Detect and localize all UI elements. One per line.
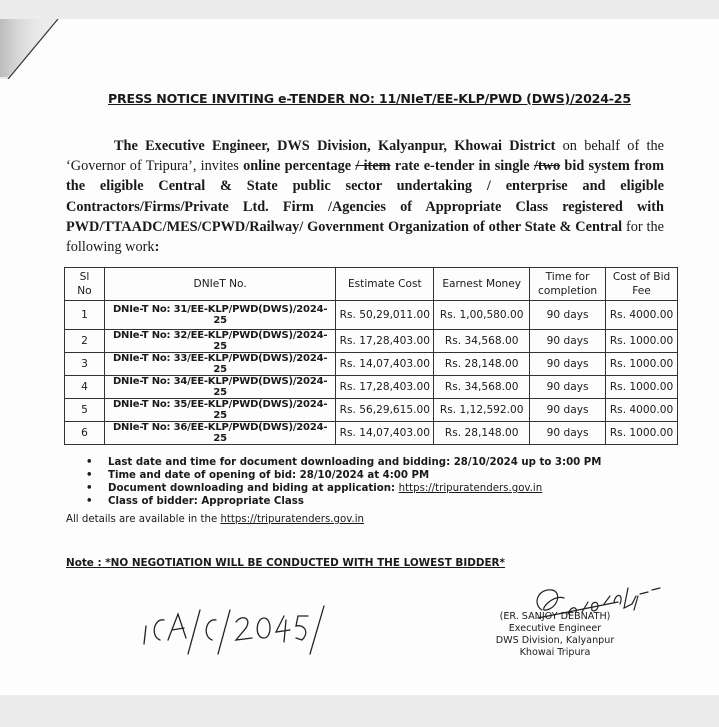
cell-dniet: DNIe-T No: 32/EE-KLP/PWD(DWS)/2024-25 — [104, 330, 335, 353]
table-row — [65, 353, 678, 376]
cell-fee: Rs. 4000.00 — [606, 301, 678, 330]
header-cost-of-bid-fee: Cost of Bid Fee — [606, 268, 678, 301]
bullet-icon: • — [86, 496, 93, 507]
intro-struck-item: / item — [355, 158, 391, 175]
list-item-last-date: • Last date and time for document downloading and bidding: 28/10/2024 up to 3:00 PM — [86, 457, 602, 468]
header-time-for-completion: Time for completion — [530, 268, 606, 301]
note-line: Note : *NO NEGOTIATION WILL BE CONDUCTED WITH THE LOWEST BIDDER* — [66, 557, 505, 569]
details-portal-link[interactable]: https://tripuratenders.gov.in — [220, 514, 365, 525]
cell-earnest: Rs. 34,568.00 — [434, 330, 530, 353]
details-line: All details are available in the https://tripuratenders.gov.in — [66, 514, 365, 525]
cell-time: 90 days — [530, 399, 606, 422]
signatory-name: (ER. SANJOY DEBNATH) — [499, 611, 611, 622]
cell-estimate: Rs. 14,07,403.00 — [336, 422, 434, 445]
table-row — [65, 422, 678, 445]
bullet-icon: • — [86, 457, 93, 468]
tender-schedule-list — [86, 456, 601, 508]
cell-earnest: Rs. 1,00,580.00 — [434, 301, 530, 330]
cell-sl: 4 — [65, 376, 105, 399]
cell-dniet: DNIe-T No: 35/EE-KLP/PWD(DWS)/2024-25 — [104, 399, 335, 422]
notice-title: PRESS NOTICE INVITING e-TENDER NO: 11/NIeT/EE-KLP/PWD (DWS)/2024-25 — [108, 91, 631, 106]
intro-struck-two: /two — [533, 158, 561, 175]
cell-earnest: Rs. 28,148.00 — [434, 422, 530, 445]
cell-estimate: Rs. 14,07,403.00 — [336, 353, 434, 376]
cell-estimate: Rs. 17,28,403.00 — [336, 330, 434, 353]
tender-table — [64, 267, 678, 445]
cell-estimate: Rs. 50,29,011.00 — [336, 301, 434, 330]
cell-estimate: Rs. 56,29,615.00 — [336, 399, 434, 422]
bullet-icon: • — [86, 483, 93, 494]
list-item-opening-date: • Time and date of opening of bid: 28/10/2024 at 4:00 PM — [86, 470, 430, 481]
cell-time: 90 days — [530, 301, 606, 330]
cell-estimate: Rs. 17,28,403.00 — [336, 376, 434, 399]
handwritten-reference-number — [138, 596, 338, 656]
intro-text: on behalf of the ‘Governor of Tripura’, invites — [66, 138, 664, 175]
folded-corner-shadow — [0, 19, 60, 79]
cell-time: 90 days — [530, 353, 606, 376]
header-earnest-money: Earnest Money — [434, 268, 530, 301]
list-item-class-of-bidder: • Class of bidder: Appropriate Class — [86, 496, 304, 507]
cell-fee: Rs. 1000.00 — [606, 376, 678, 399]
bullet-icon: • — [86, 470, 93, 481]
signatory-designation: Executive Engineer — [508, 623, 602, 634]
header-dniet-no: DNIeT No. — [104, 268, 335, 301]
table-row — [65, 399, 678, 422]
document-page — [0, 19, 719, 695]
cell-sl: 6 — [65, 422, 105, 445]
table-row — [65, 376, 678, 399]
intro-issuer: The Executive Engineer, DWS Division, Kalyanpur, Khowai District — [114, 138, 556, 154]
cell-dniet: DNIe-T No: 33/EE-KLP/PWD(DWS)/2024-25 — [104, 353, 335, 376]
intro-rate-text: rate e-tender in single — [390, 158, 534, 175]
cell-time: 90 days — [530, 422, 606, 445]
cell-dniet: DNIe-T No: 31/EE-KLP/PWD(DWS)/2024-25 — [104, 301, 335, 330]
signatory-office: DWS Division, Kalyanpur — [495, 635, 615, 646]
table-header-row — [65, 268, 678, 301]
header-estimate-cost: Estimate Cost — [336, 268, 434, 301]
table-row — [65, 330, 678, 353]
cell-fee: Rs. 1000.00 — [606, 422, 678, 445]
signatory-location: Khowai Tripura — [519, 647, 591, 658]
tenders-portal-link[interactable]: https://tripuratenders.gov.in — [398, 483, 543, 494]
signatory-block — [470, 611, 640, 659]
cell-sl: 3 — [65, 353, 105, 376]
cell-time: 90 days — [530, 376, 606, 399]
cell-dniet: DNIe-T No: 34/EE-KLP/PWD(DWS)/2024-25 — [104, 376, 335, 399]
intro-following: for the following work — [66, 218, 664, 256]
cell-dniet: DNIe-T No: 36/EE-KLP/PWD(DWS)/2024-25 — [104, 422, 335, 445]
cell-fee: Rs. 4000.00 — [606, 399, 678, 422]
cell-sl: 1 — [65, 301, 105, 330]
cell-time: 90 days — [530, 330, 606, 353]
intro-paragraph — [66, 136, 664, 257]
intro-tender-type: online percentage — [243, 158, 352, 175]
header-sl-no: Sl No — [65, 268, 105, 301]
intro-eligibility: bid system from the eligible Central & State public sector undertaking / enterprise and eligible Contractors/Firms/Private Ltd. Firm /Agencies of Appropriate Class registered with PWD/TTAADC/MES/CPWD/Railway/ Government Organization of other State & Central — [66, 158, 664, 235]
list-item-document-download: • Document downloading and biding at application: https://tripuratenders.gov.in — [86, 483, 543, 494]
cell-earnest: Rs. 34,568.00 — [434, 376, 530, 399]
intro-colon: : — [154, 239, 160, 256]
cell-sl: 5 — [65, 399, 105, 422]
cell-fee: Rs. 1000.00 — [606, 353, 678, 376]
cell-earnest: Rs. 1,12,592.00 — [434, 399, 530, 422]
cell-earnest: Rs. 28,148.00 — [434, 353, 530, 376]
cell-fee: Rs. 1000.00 — [606, 330, 678, 353]
cell-sl: 2 — [65, 330, 105, 353]
table-row — [65, 301, 678, 330]
